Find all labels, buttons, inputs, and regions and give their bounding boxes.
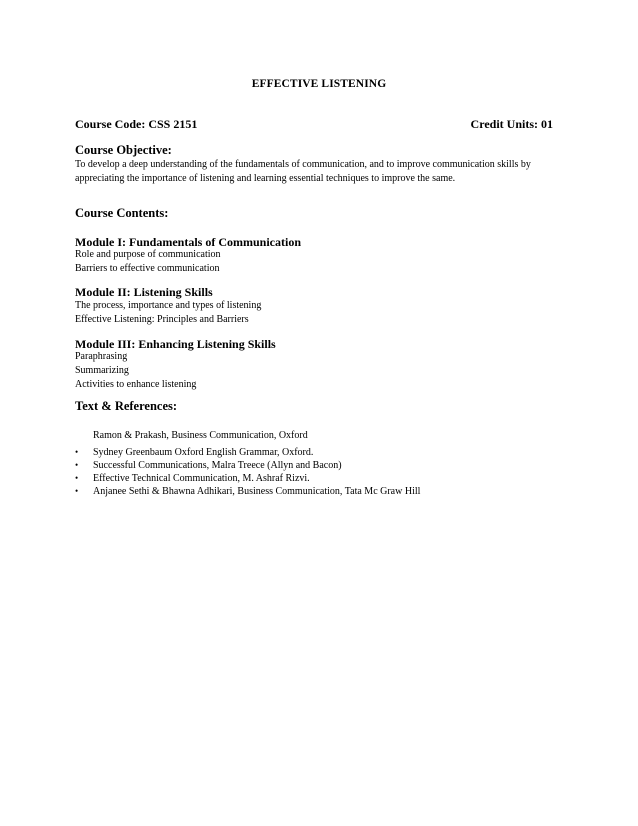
module-1-heading: Module I: Fundamentals of Communication bbox=[75, 235, 302, 249]
module-item: Activities to enhance listening bbox=[75, 379, 197, 390]
module-item: Barriers to effective communication bbox=[75, 263, 220, 274]
module-item: Role and purpose of communication bbox=[75, 249, 221, 260]
module-1-items bbox=[75, 248, 221, 276]
module-3-items bbox=[75, 350, 196, 392]
module-item: Paraphrasing bbox=[75, 351, 128, 362]
module-3-heading: Module III: Enhancing Listening Skills bbox=[75, 337, 276, 351]
reference-item: Ramon & Prakash, Business Communication, Oxford bbox=[93, 430, 308, 441]
module-2-heading: Module II: Listening Skills bbox=[75, 285, 213, 299]
reference-text: Sydney Greenbaum Oxford English Grammar, Oxford. bbox=[93, 447, 314, 458]
module-item: The process, importance and types of listening bbox=[75, 300, 262, 311]
credit-units: Credit Units: 01 bbox=[470, 117, 553, 131]
contents-heading: Course Contents: bbox=[75, 206, 169, 220]
reference-list bbox=[75, 446, 420, 498]
module-2-items bbox=[75, 299, 261, 327]
bullet-icon: • bbox=[75, 486, 79, 496]
objective-line: To develop a deep understanding of the fundamentals of communication, and to improve communication skills by bbox=[75, 159, 531, 170]
bullet-icon: • bbox=[75, 473, 79, 483]
reference-text: Effective Technical Communication, M. Ashraf Rizvi. bbox=[93, 473, 310, 484]
reference-item bbox=[75, 472, 420, 485]
module-item: Summarizing bbox=[75, 365, 129, 376]
module-item: Effective Listening: Principles and Barriers bbox=[75, 314, 249, 325]
objective-heading: Course Objective: bbox=[75, 143, 172, 157]
objective-text bbox=[75, 158, 575, 186]
reference-item bbox=[75, 446, 420, 459]
reference-text: Successful Communications, Malra Treece (Allyn and Bacon) bbox=[93, 460, 342, 471]
reference-text: Anjanee Sethi & Bhawna Adhikari, Business Communication, Tata Mc Graw Hill bbox=[93, 486, 421, 497]
bullet-icon: • bbox=[75, 460, 79, 470]
document-title: EFFECTIVE LISTENING bbox=[251, 78, 387, 90]
reference-item bbox=[75, 459, 420, 472]
objective-line: appreciating the importance of listening and learning essential techniques to improve the same. bbox=[75, 173, 456, 184]
course-code: Course Code: CSS 2151 bbox=[75, 117, 198, 131]
references-block bbox=[75, 429, 420, 498]
bullet-icon: • bbox=[75, 447, 79, 457]
reference-item bbox=[75, 485, 420, 498]
references-heading: Text & References: bbox=[75, 399, 178, 413]
